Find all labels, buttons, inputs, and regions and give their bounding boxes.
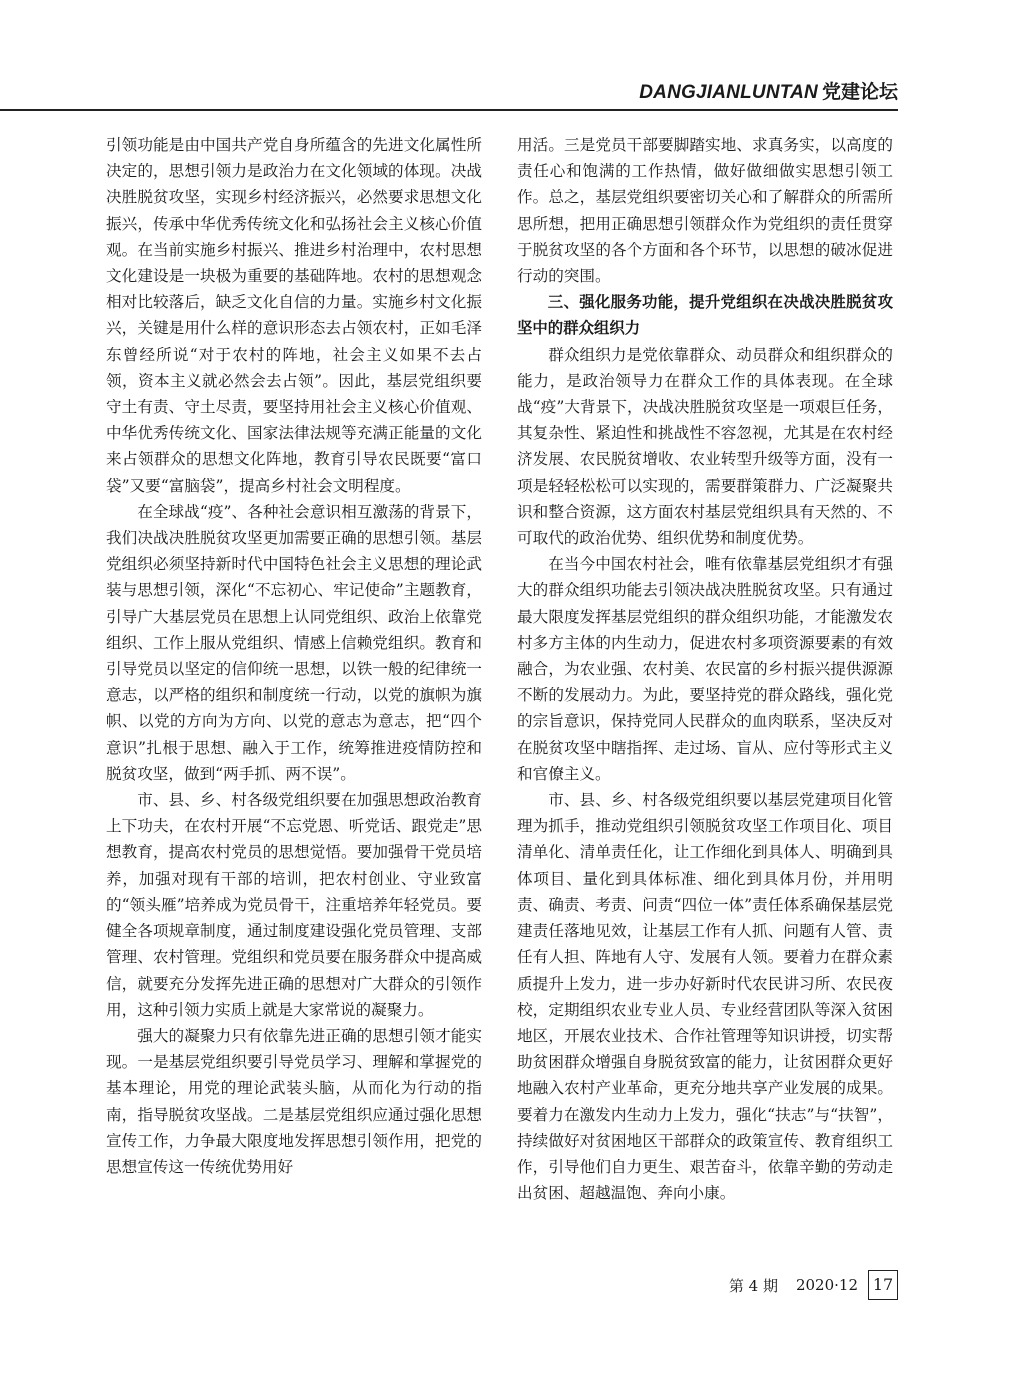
body-paragraph: 市、县、乡、村各级党组织要在加强思想政治教育上下功夫，在农村开展“不忘党恩、听党话、跟党走”思想教育，提高农村党员的思想觉悟。要加强骨干党员培养，加强对现有干部的培训，把农村创业、守业致富的“领头雁”培养成为党员骨干，注重培养年轻党员。要健全各项规章制度，通过制度建设强化党员管理、支部管理、农村管理。党组织和党员要在服务群众中提高威信，就要充分发挥先进正确的思想对广大群众的引领作用，这种引领力实质上就是大家常说的凝聚力。 <box>106 791 482 1019</box>
right-column <box>517 132 893 1206</box>
page-footer <box>729 1270 898 1300</box>
header-rule <box>0 109 898 111</box>
body-paragraph: 在当今中国农村社会，唯有依靠基层党组织才有强大的群众组织功能去引领决战决胜脱贫攻坚。只有通过最大限度发挥基层党组织的群众组织功能，才能激发农村多方主体的内生动力，促进农村多项资源要素的有效融合，为农业强、农村美、农民富的乡村振兴提供源源不断的发展动力。为此，要坚持党的群众路线，强化党的宗旨意识，保持党同人民群众的血肉联系，坚决反对在脱贫攻坚中瞎指挥、走过场、盲从、应付等形式主义和官僚主义。 <box>517 555 893 783</box>
issue-number: 第 4 期 <box>728 1276 778 1295</box>
body-paragraph: 用活。三是党员干部要脚踏实地、求真务实，以高度的责任心和饱满的工作热情，做好做细做实思想引领工作。总之，基层党组织要密切关心和了解群众的所需所思所想，把用正确思想引领群众作为党组织的责任贯穿于脱贫攻坚的各个方面和各个环节，以思想的破冰促进行动的突围。 <box>517 136 893 286</box>
page-number: 17 <box>868 1270 898 1300</box>
journal-title <box>639 78 898 106</box>
section-heading: 三、强化服务功能，提升党组织在决战决胜脱贫攻坚中的群众组织力 <box>517 293 893 338</box>
journal-title-en: DANGJIANLUNTAN <box>639 82 818 103</box>
body-paragraph: 强大的凝聚力只有依靠先进正确的思想引领才能实现。一是基层党组织要引导党员学习、理解和掌握党的基本理论，用党的理论武装头脑，从而化为行动的指南，指导脱贫攻坚战。二是基层党组织应通过强化思想宣传工作，力争最大限度地发挥思想引领作用，把党的思想宣传这一传统优势用好 <box>106 1026 482 1176</box>
running-header <box>0 78 1015 112</box>
body-paragraph: 引领功能是由中国共产党自身所蕴含的先进文化属性所决定的，思想引领力是政治力在文化领域的体现。决战决胜脱贫攻坚，实现乡村经济振兴，必然要求思想文化振兴，传承中华优秀传统文化和弘扬社会主义核心价值观。在当前实施乡村振兴、推进乡村治理中，农村思想文化建设是一块极为重要的基础阵地。农村的思想观念相对比较落后，缺乏文化自信的力量。实施乡村文化振兴，关键是用什么样的意识形态去占领农村，正如毛泽东曾经所说“对于农村的阵地，社会主义如果不去占领，资本主义就必然会去占领”。因此，基层党组织要守土有责、守土尽责，要坚持用社会主义核心价值观、中华优秀传统文化、国家法律法规等充满正能量的文化来占领群众的思想文化阵地，教育引导农民既要“富口袋”又要“富脑袋”，提高乡村社会文明程度。 <box>106 136 482 495</box>
body-paragraph: 群众组织力是党依靠群众、动员群众和组织群众的能力，是政治领导力在群众工作的具体表现。在全球战“疫”大背景下，决战决胜脱贫攻坚是一项艰巨任务，其复杂性、紧迫性和挑战性不容忽视，尤其是在农村经济发展、农民脱贫增收、农业转型升级等方面，没有一项是轻轻松松可以实现的，需要群策群力、广泛凝聚共识和整合资源，这方面农村基层党组织具有天然的、不可取代的政治优势、组织优势和制度优势。 <box>517 345 893 548</box>
journal-title-cn: 党建论坛 <box>821 81 898 103</box>
issue-date: 2020·12 <box>795 1276 858 1294</box>
body-paragraph: 在全球战“疫”、各种社会意识相互激荡的背景下，我们决战决胜脱贫攻坚更加需要正确的思想引领。基层党组织必须坚持新时代中国特色社会主义思想的理论武装与思想引领，深化“不忘初心、牢记使命”主题教育，引导广大基层党员在思想上认同党组织、政治上依靠党组织、工作上服从党组织、情感上信赖党组织。教育和引导党员以坚定的信仰统一思想，以铁一般的纪律统一意志，以严格的组织和制度统一行动，以党的旗帜为旗帜、以党的方向为方向、以党的意志为意志，把“四个意识”扎根于思想、融入于工作，统筹推进疫情防控和脱贫攻坚，做到“两手抓、两不误”。 <box>106 502 482 783</box>
body-paragraph: 市、县、乡、村各级党组织要以基层党建项目化管理为抓手，推动党组织引领脱贫攻坚工作项目化、项目清单化、清单责任化，让工作细化到具体人、明确到具体项目、量化到具体标准、细化到具体月份，并用明责、确责、考责、问责“四位一体”责任体系确保基层党建责任落地见效，让基层工作有人抓、问题有人管、责任有人担、阵地有人守、发展有人领。要着力在群众素质提升上发力，进一步办好新时代农民讲习所、农民夜校，定期组织农业专业人员、专业经营团队等深入贫困地区，开展农业技术、合作社管理等知识讲授，切实帮助贫困群众增强自身脱贫致富的能力，让贫困群众更好地融入农村产业革命，更充分地共享产业发展的成果。要着力在激发内生动力上发力，强化“扶志”与“扶智”，持续做好对贫困地区干部群众的政策宣传、教育组织工作，引导他们自力更生、艰苦奋斗，依靠辛勤的劳动走出贫困、超越温饱、奔向小康。 <box>517 791 893 1203</box>
left-column <box>106 132 482 1180</box>
